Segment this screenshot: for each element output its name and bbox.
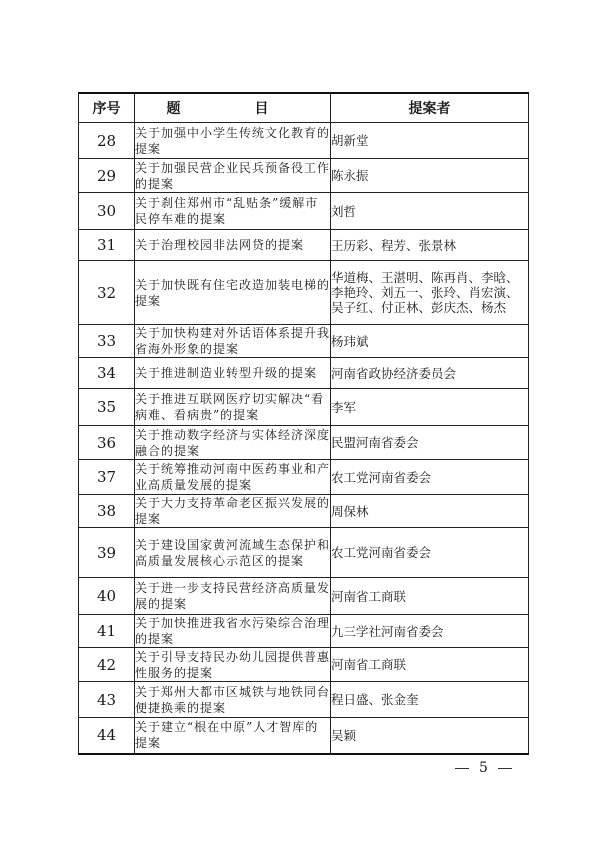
row-title: 关于加快既有住宅改造加装电梯的提案 [135,261,331,325]
row-title: 关于建设国家黄河流域生态保护和高质量发展核心示范区的提案 [135,528,331,578]
row-number: 29 [79,159,135,193]
row-number: 35 [79,389,135,426]
row-number: 32 [79,261,135,325]
row-number: 30 [79,193,135,230]
proposal-table [78,92,529,755]
row-title: 关于治理校园非法网贷的提案 [135,230,331,261]
row-title: 关于大力支持革命老区振兴发展的提案 [135,496,331,526]
row-number: 38 [79,495,135,528]
table-row [79,123,529,159]
row-proposer: 华道梅、王湛明、陈再肖、李晗、李艳玲、刘五一、张玲、肖宏演、吴子红、付正林、彭庆杰、杨杰 [331,261,529,325]
row-title: 关于引导支持民办幼儿园提供普惠性服务的提案 [135,649,331,680]
row-title: 关于推进制造业转型升级的提案 [135,358,331,389]
row-title: 关于建立“根在中原”人才智库的提案 [135,718,331,754]
row-number: 44 [79,718,135,754]
page-footer [455,760,512,776]
table-row [79,495,529,528]
table-row [79,718,529,754]
row-title: 关于刹住郑州市“乱贴条”缓解市民停车难的提案 [135,193,331,230]
row-number: 39 [79,528,135,578]
table-row [79,159,529,193]
row-proposer: 程日盛、张金奎 [331,682,529,718]
row-proposer: 河南省政协经济委员会 [331,358,529,389]
table-row [79,682,529,718]
row-proposer: 吴颖 [331,718,529,754]
row-proposer: 陈永振 [331,159,529,193]
row-title: 关于推动数字经济与实体经济深度融合的提案 [135,427,331,458]
row-proposer: 周保林 [331,495,529,528]
header-title: 题 目 [135,93,331,123]
row-title: 关于统筹推动河南中医药事业和产业高质量发展的提案 [135,460,331,495]
table-row [79,358,529,389]
row-proposer: 九三学社河南省委会 [331,615,529,648]
row-proposer: 农工党河南省委会 [331,460,529,495]
row-title: 关于加快构建对外话语体系提升我省海外形象的提案 [135,326,331,356]
table-row [79,426,529,460]
row-proposer: 河南省工商联 [331,648,529,682]
row-proposer: 杨玮斌 [331,325,529,358]
row-title: 关于郑州大都市区城铁与地铁同台便捷换乘的提案 [135,682,331,718]
row-proposer: 李军 [331,389,529,426]
row-title: 关于加快推进我省水污染综合治理的提案 [135,616,331,646]
table-row [79,578,529,615]
row-number: 42 [79,648,135,682]
table-row [79,261,529,325]
row-proposer: 河南省工商联 [331,578,529,615]
row-title: 关于推进互联网医疗切实解决“看病难、看病贵”的提案 [135,389,331,426]
table-row [79,325,529,358]
row-number: 37 [79,460,135,495]
row-number: 34 [79,358,135,389]
footer-dash-left [455,768,469,769]
page-number: 5 [479,760,488,776]
row-title: 关于进一步支持民营经济高质量发展的提案 [135,578,331,615]
row-proposer: 农工党河南省委会 [331,528,529,578]
header-proposer: 提案者 [331,93,529,123]
row-title: 关于加强民营企业民兵预备役工作的提案 [135,160,331,191]
table-row [79,528,529,578]
row-number: 41 [79,615,135,648]
row-number: 33 [79,325,135,358]
row-proposer: 王历彩、程芳、张景林 [331,230,529,261]
header-num: 序号 [79,93,135,123]
table-row [79,230,529,261]
row-proposer: 民盟河南省委会 [331,426,529,460]
row-number: 31 [79,230,135,261]
row-number: 36 [79,426,135,460]
row-number: 43 [79,682,135,718]
footer-dash-right [498,768,512,769]
table-row [79,460,529,495]
row-proposer: 胡新堂 [331,123,529,159]
table-row [79,389,529,426]
row-proposer: 刘哲 [331,193,529,230]
table-row [79,615,529,648]
table-header-row [79,93,529,123]
row-number: 28 [79,123,135,159]
table-row [79,648,529,682]
row-title: 关于加强中小学生传统文化教育的提案 [135,123,331,159]
table-row [79,193,529,230]
row-number: 40 [79,578,135,615]
